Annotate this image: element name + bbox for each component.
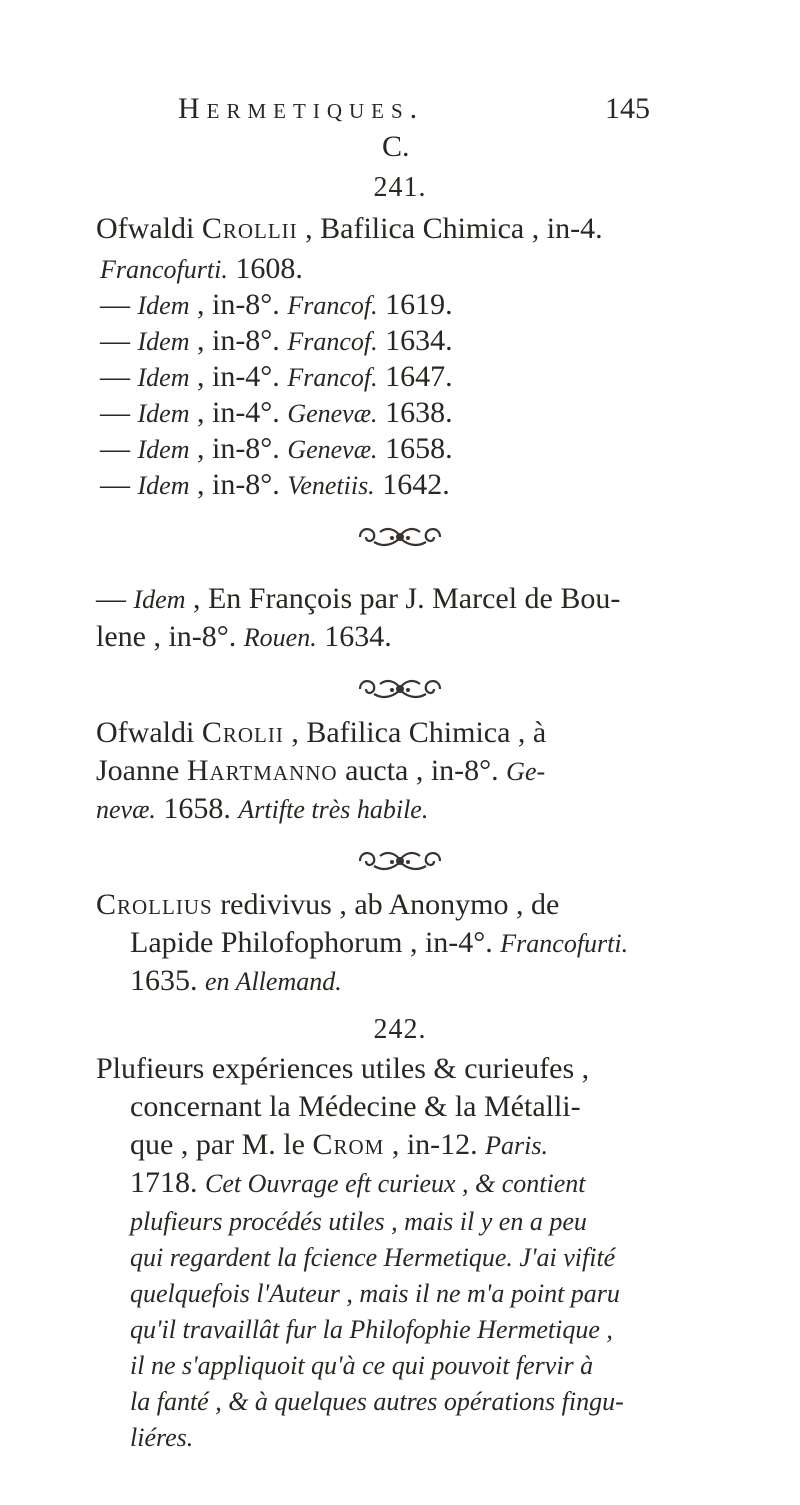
entry-number: 241.: [373, 172, 427, 203]
text-line: quelquefois l'Auteur , mais il ne m'a point paru: [130, 1279, 620, 1308]
text-line: Francofurti. 1608.: [100, 252, 303, 285]
entry-number: 242.: [373, 1014, 427, 1045]
page-header: [178, 92, 650, 132]
text-line: plufieurs procédés utiles , mais il y en a peu: [130, 1207, 587, 1236]
text-line: Ofwaldi Crollii , Bafilica Chimica , in-4.: [96, 212, 603, 245]
text-line: lene , in-8°. Rouen. 1634.: [96, 620, 392, 653]
signature-letter: C.: [382, 130, 410, 163]
text-line: — Idem , in-8°. Venetiis. 1642.: [100, 468, 450, 501]
text-line: Ofwaldi Crolii , Bafilica Chimica , à: [96, 716, 547, 749]
text-line: — Idem , in-4°. Francof. 1647.: [100, 360, 453, 393]
text-line: qui regardent la fcience Hermetique. J'ai vifité: [130, 1243, 616, 1272]
text-line: Joanne Hartmanno aucta , in-8°. Ge-: [96, 754, 546, 787]
text-line: concernant la Médecine & la Métalli-: [130, 1090, 581, 1123]
text-line: il ne s'appliquoit qu'à ce qui pouvoit fervir à: [130, 1351, 594, 1380]
text-line: 1635. en Allemand.: [130, 964, 342, 997]
running-title: Hermetiques.: [178, 92, 425, 125]
text-line: 1718. Cet Ouvrage eft curieux , & contient: [130, 1166, 586, 1199]
text-line: la fanté , & à quelques autres opérations fingu-: [130, 1387, 624, 1416]
text-line: — Idem , in-8°. Francof. 1634.: [100, 324, 453, 357]
text-line: — Idem , in-4°. Genevæ. 1638.: [100, 396, 453, 429]
page-number: 145: [605, 92, 650, 125]
text-line: Lapide Philofophorum , in-4°. Francofurti.: [130, 926, 629, 959]
text-line: liéres.: [130, 1423, 194, 1452]
fleuron-ornament: [0, 522, 800, 557]
text-line: nevæ. 1658. Artifte très habile.: [96, 792, 429, 825]
text-line: — Idem , En François par J. Marcel de Bou-: [96, 582, 621, 615]
text-line: qu'il travaillât fur la Philofophie Hermetique ,: [130, 1315, 613, 1344]
text-line: — Idem , in-8°. Genevæ. 1658.: [100, 432, 453, 465]
fleuron-ornament: [0, 846, 800, 881]
text-line: Crollius redivivus , ab Anonymo , de: [96, 888, 560, 921]
text-line: que , par M. le Crom , in-12. Paris.: [130, 1128, 548, 1161]
text-line: — Idem , in-8°. Francof. 1619.: [100, 288, 453, 321]
fleuron-ornament: [0, 674, 800, 709]
text-line: Plufieurs expériences utiles & curieufes ,: [96, 1052, 590, 1085]
